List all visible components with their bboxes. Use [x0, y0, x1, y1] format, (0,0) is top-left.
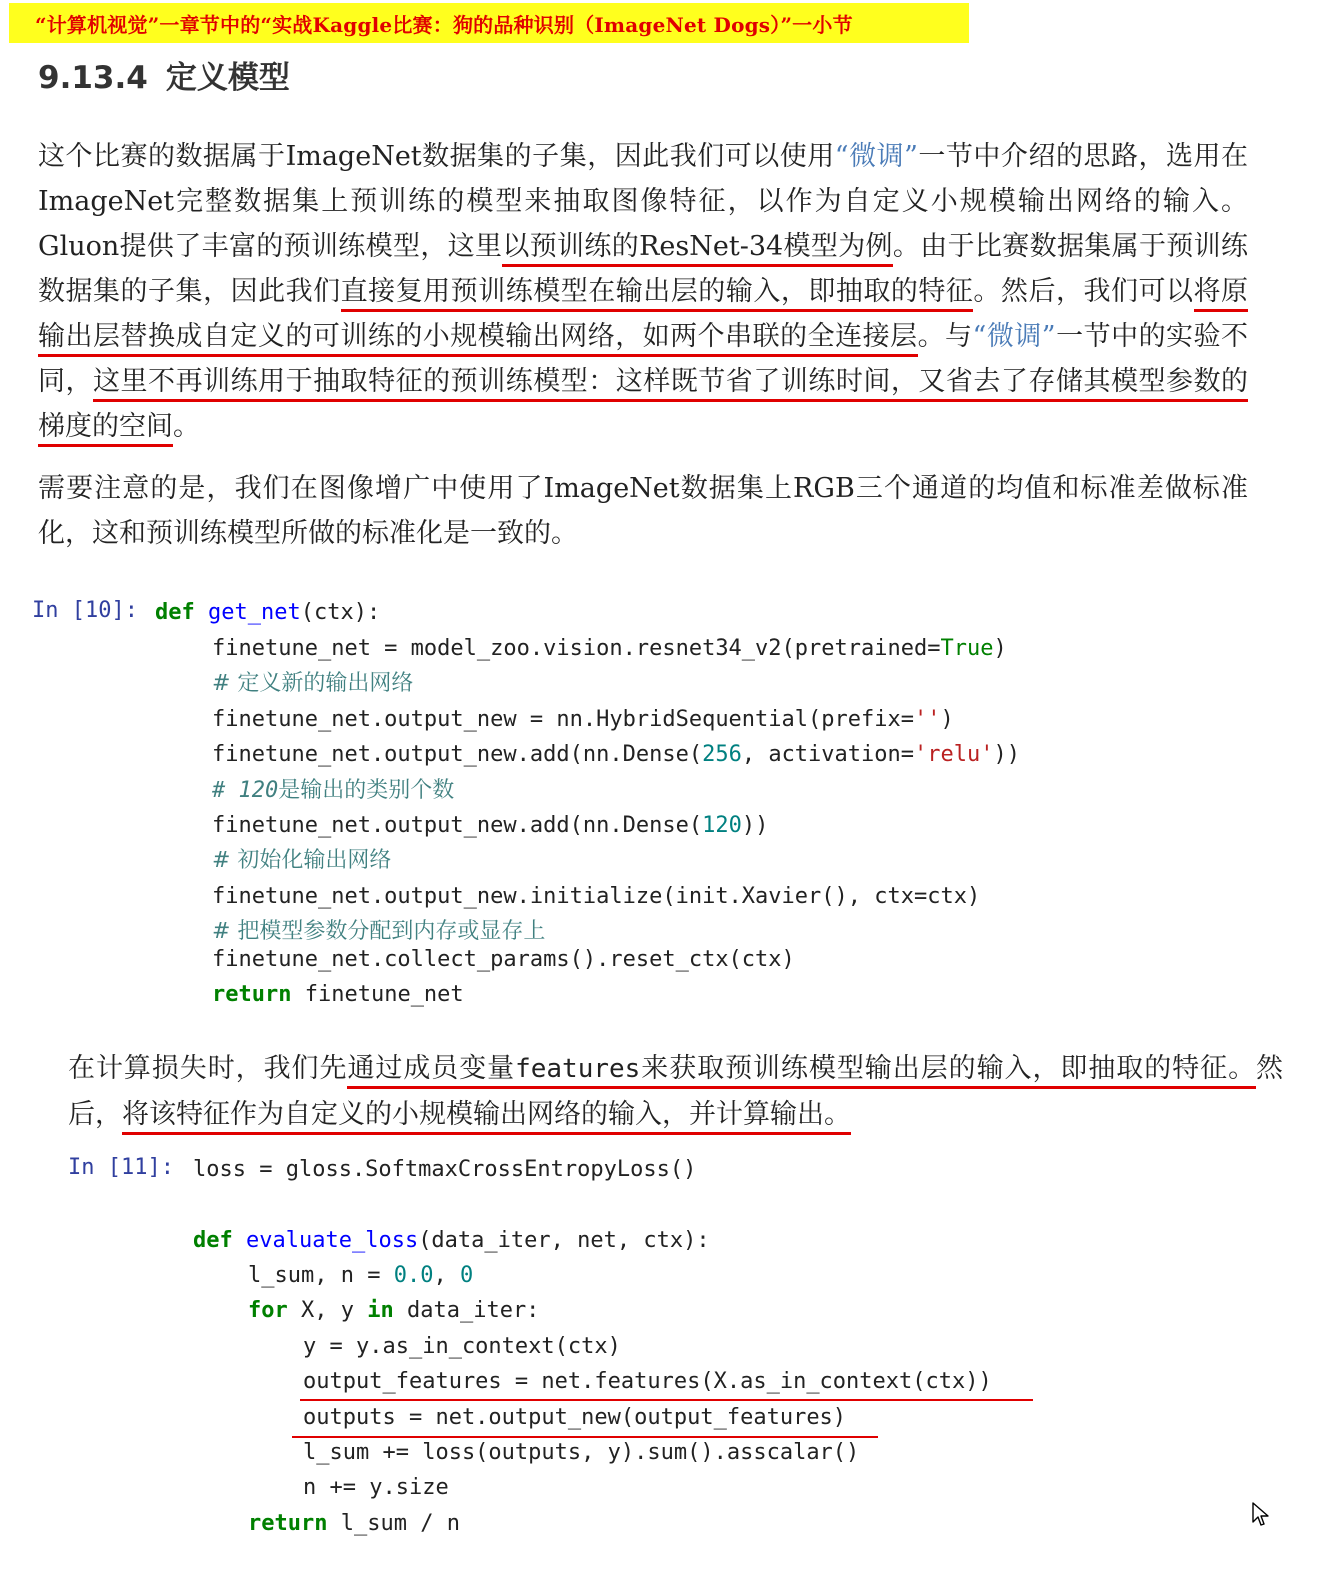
text-segment: 。 [173, 411, 200, 442]
mouse-pointer-icon [1252, 1502, 1270, 1528]
code-text: l_sum, n = [248, 1263, 394, 1288]
code-text: )) [741, 813, 769, 838]
code-number: 0.0 [393, 1263, 434, 1288]
cell-prompt: In [11]: [68, 1155, 174, 1180]
cell-prompt: In [10]: [32, 598, 138, 623]
text-segment: 。由于比赛数据集属于预训练数据集的子集，因此我们 [38, 231, 1248, 307]
underlined-no-retrain: 这里不再训练用于抽取特征的预训练模型：这样既节省了训练时间，又省去了存储其模型参数的梯度的空间 [38, 366, 1248, 447]
code-number: 120 [702, 813, 742, 838]
code-text: finetune_net.output_new.add(nn.Dense( [212, 813, 703, 838]
underlined-text: 通过成员变量 [347, 1053, 516, 1084]
keyword-def: def [193, 1228, 233, 1253]
code-text: finetune_net.collect_params().reset_ctx(ctx) [212, 947, 795, 972]
code-comment: # [212, 778, 239, 803]
code-string: '' [914, 707, 941, 732]
code-text: , [433, 1263, 460, 1288]
finetune-link[interactable]: “微调” [834, 141, 918, 172]
code-text: data_iter: [393, 1298, 540, 1323]
code-text: ) [993, 636, 1007, 661]
underlined-reuse-features: 直接复用预训练模型在输出层的输入，即抽取的特征 [341, 276, 974, 312]
code-text: ) [940, 707, 954, 732]
code-text: )) [993, 742, 1020, 767]
text-segment: 这个比赛的数据属于ImageNet数据集的子集，因此我们可以使用 [38, 141, 835, 172]
code-comment: # 定义新的输出网络 [212, 671, 414, 696]
section-number: 9.13.4 [38, 60, 148, 96]
section-title: 定义模型 [165, 60, 290, 96]
underlined-text: 将该特征作为自定义的小规模输出网络的输入，并计算输出。 [122, 1099, 851, 1135]
code-text: finetune_net = model_zoo.vision.resnet34_v2(pretrained= [212, 636, 941, 661]
code-comment: # 初始化输出网络 [212, 848, 392, 873]
code-text: finetune_net.output_new.add(nn.Dense( [212, 742, 703, 767]
code-text: loss = gloss.SoftmaxCrossEntropyLoss() [193, 1157, 697, 1182]
code-text: outputs = net.output_new(output_features) [303, 1405, 847, 1430]
keyword-for: for [248, 1298, 288, 1323]
finetune-link[interactable]: “微调” [972, 321, 1056, 352]
function-name: get_net [208, 600, 301, 625]
code-text: l_sum / n [327, 1511, 460, 1536]
code-text: , activation= [741, 742, 915, 767]
keyword-return: return [248, 1511, 328, 1536]
code-text: n += y.size [303, 1475, 449, 1500]
keyword-def: def [155, 600, 195, 625]
text-segment: 。然后，我们可以 [973, 276, 1194, 307]
code-text: finetune_net.output_new = nn.HybridSequential(prefix= [212, 707, 914, 732]
code-text: l_sum += loss(outputs, y).sum().asscalar() [303, 1440, 860, 1465]
keyword-in: in [367, 1298, 394, 1323]
code-string: 'relu' [914, 742, 994, 767]
code-text: output_features = net.features(X.as_in_context(ctx)) [303, 1369, 992, 1394]
code-comment: 120 [238, 778, 279, 803]
text-segment: 。与 [917, 321, 973, 352]
code-number: 0 [459, 1263, 474, 1288]
code-comment: 是输出的类别个数 [278, 778, 455, 803]
code-text: (data_iter, net, ctx): [418, 1228, 710, 1253]
underlined-text: 来获取预训练模型输出层的输入，即抽取的特征。 [640, 1053, 1257, 1084]
function-name: evaluate_loss [246, 1228, 419, 1253]
inline-code-features: features [515, 1054, 641, 1084]
paragraph-normalization-note: 需要注意的是，我们在图像增广中使用了ImageNet数据集上RGB三个通道的均值和标准差做标准化，这和预训练模型所做的标准化是一致的。 [38, 473, 1248, 549]
code-comment: # 把模型参数分配到内存或显存上 [212, 919, 546, 944]
text-segment: 在计算损失时，我们先 [68, 1053, 348, 1084]
underlined-resnet-example: 以预训练的ResNet-34模型为例 [502, 231, 893, 267]
code-text: y = y.as_in_context(ctx) [303, 1334, 621, 1359]
text-segment: 一节中的实验不同， [38, 321, 1249, 397]
code-number: 256 [702, 742, 742, 767]
code-text: finetune_net.output_new.initialize(init.Xavier(), ctx=ctx) [212, 884, 981, 909]
keyword-return: return [212, 982, 292, 1007]
underlined-replace-output: 将原输出层替换成自定义的可训练的小规模输出网络，如两个串联的全连接层 [38, 276, 1248, 357]
code-text: (ctx): [300, 600, 381, 625]
text-segment: 然后， [68, 1053, 1284, 1130]
code-text: X, y [287, 1298, 368, 1323]
source-banner: “计算机视觉”一章节中的“实战Kaggle比赛：狗的品种识别（ImageNet Dogs）”一小节 [9, 3, 969, 43]
code-text: finetune_net [291, 982, 464, 1007]
code-literal: True [940, 636, 994, 661]
text-segment: 一节中介绍的思路，选用在ImageNet完整数据集上预训练的模型来抽取图像特征，以作为自定义小规模输出网络的输入。Gluon提供了丰富的预训练模型，这里 [38, 141, 1248, 262]
